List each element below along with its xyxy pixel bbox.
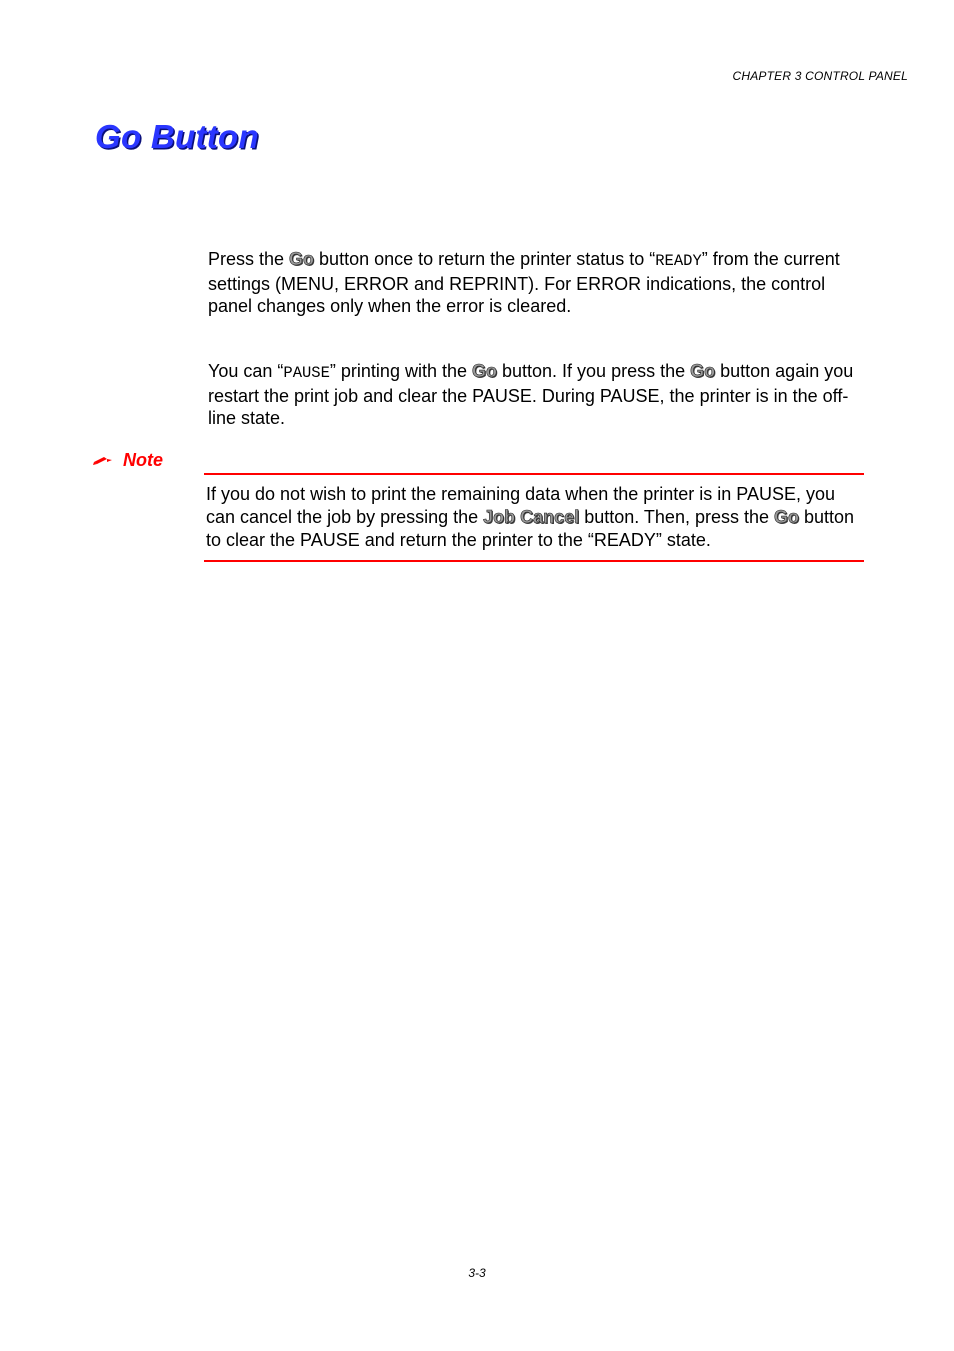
note-label: Note: [123, 450, 163, 470]
go-button-glyph: Go: [289, 249, 315, 269]
paragraph-go-ready: [208, 248, 868, 318]
note-top-rule: [204, 473, 864, 475]
pause-status-text: PAUSE: [283, 364, 330, 382]
go-button-glyph: Go: [472, 361, 497, 381]
page-title: Go Button: [95, 118, 259, 155]
text-segment: You can “: [208, 361, 284, 381]
text-segment: button once to return the printer status to “: [314, 249, 656, 269]
text-segment: If you do not wish to print the remaining data when the printer is in PAUSE, you can cancel the job by pressing the: [206, 484, 836, 527]
paragraph-go-pause: [208, 360, 868, 430]
note-body: [206, 483, 866, 552]
text-segment: button. Then, press the: [579, 507, 774, 527]
job-cancel-button-glyph: Job Cancel: [483, 507, 580, 527]
text-segment: button. If you press the: [497, 361, 691, 381]
text-segment: button again you restart the print job and clear the PAUSE. During PAUSE, the printer is in the off-line state.: [208, 361, 854, 428]
note-heading: [93, 450, 163, 471]
ready-status-text: READY: [655, 252, 702, 270]
pencil-note-icon: [93, 453, 113, 471]
go-button-glyph: Go: [690, 361, 716, 381]
text-segment: Press the: [208, 249, 290, 269]
text-segment: ” printing with the: [329, 361, 472, 381]
chapter-header: CHAPTER 3 CONTROL PANEL: [732, 69, 908, 83]
note-bottom-rule: [204, 560, 864, 562]
go-button-glyph: Go: [774, 507, 799, 527]
text-segment: button to clear the PAUSE and return the printer to the “READY” state.: [206, 507, 855, 550]
text-segment: ” from the current settings (MENU, ERROR and REPRINT). For ERROR indications, the control panel changes only when the error is cleared.: [208, 249, 840, 316]
page-number: 3-3: [468, 1266, 486, 1280]
